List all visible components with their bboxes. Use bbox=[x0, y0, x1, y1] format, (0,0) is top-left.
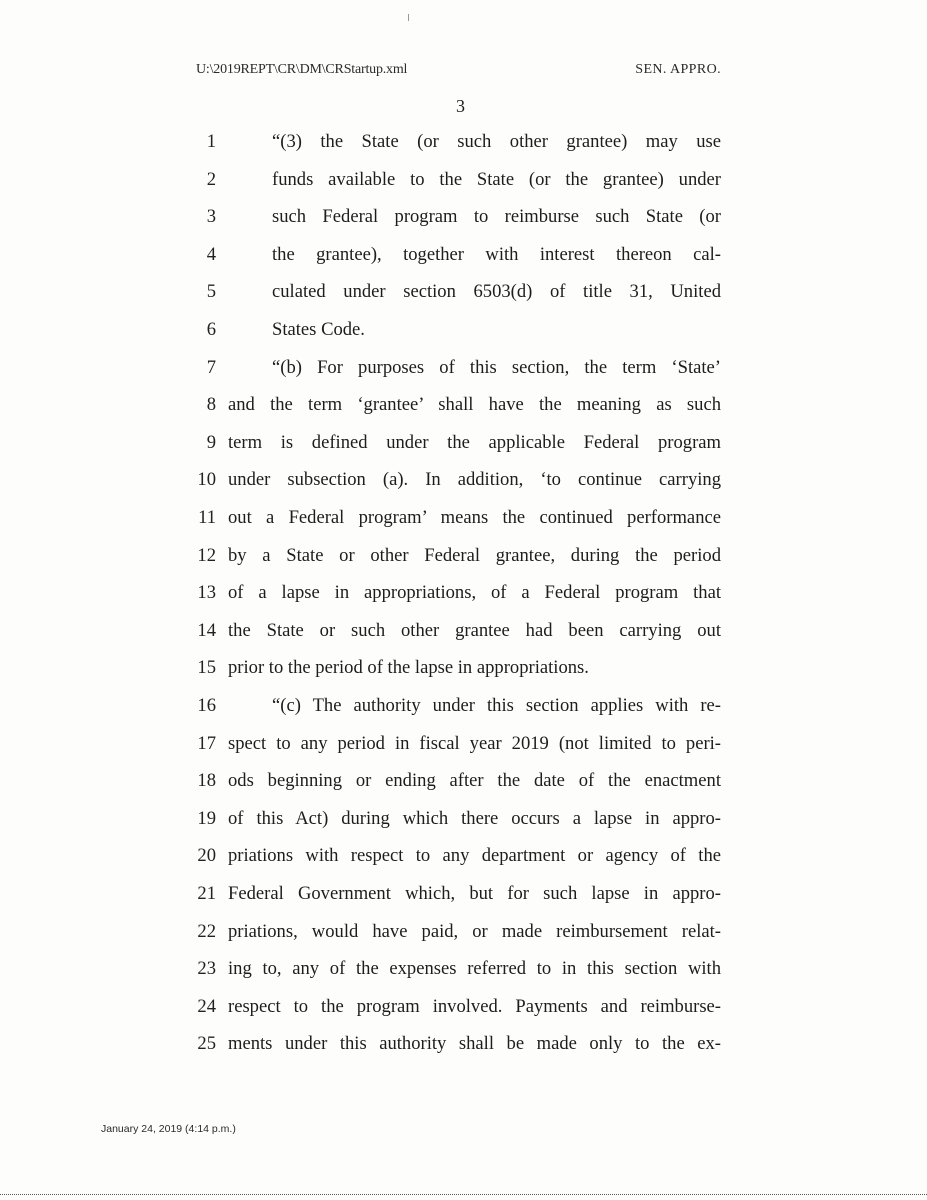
line-text: the grantee), together with interest thereon cal- bbox=[272, 243, 721, 265]
line-text: the State or such other grantee had been carrying out bbox=[228, 619, 721, 641]
line-number: 25 bbox=[197, 1033, 216, 1055]
bill-line bbox=[0, 762, 927, 800]
line-number: 12 bbox=[197, 544, 216, 566]
line-number: 19 bbox=[197, 807, 216, 829]
line-number: 20 bbox=[197, 845, 216, 867]
line-text: under subsection (a). In addition, ‘to continue carrying bbox=[228, 469, 721, 491]
line-number: 11 bbox=[198, 507, 216, 528]
bill-line bbox=[0, 649, 927, 687]
bill-line bbox=[0, 950, 927, 988]
line-text: “(b) For purposes of this section, the term ‘State’ bbox=[272, 356, 721, 378]
bill-line bbox=[0, 1025, 927, 1063]
line-number: 8 bbox=[206, 394, 216, 416]
bill-line bbox=[0, 123, 927, 161]
bill-line bbox=[0, 273, 927, 311]
line-text: and the term ‘grantee’ shall have the meaning as such bbox=[228, 394, 721, 416]
bill-line bbox=[0, 988, 927, 1026]
line-text: “(3) the State (or such other grantee) may use bbox=[272, 131, 721, 152]
line-number: 10 bbox=[197, 469, 216, 491]
line-text: funds available to the State (or the grantee) under bbox=[272, 168, 721, 190]
line-number: 5 bbox=[206, 281, 216, 303]
bill-line bbox=[0, 574, 927, 612]
line-number: 3 bbox=[206, 206, 216, 228]
page-number bbox=[0, 96, 927, 117]
bill-line bbox=[0, 461, 927, 499]
bill-line bbox=[0, 612, 927, 650]
bill-line bbox=[0, 161, 927, 199]
line-number: 9 bbox=[206, 431, 216, 453]
line-text: by a State or other Federal grantee, during the period bbox=[228, 544, 721, 566]
bill-line bbox=[0, 349, 927, 387]
footer-timestamp: January 24, 2019 (4:14 p.m.) bbox=[101, 1123, 236, 1135]
line-text: culated under section 6503(d) of title 31, United bbox=[272, 281, 721, 303]
line-text: term is defined under the applicable Federal program bbox=[228, 431, 721, 453]
bill-line bbox=[0, 499, 927, 537]
bill-line bbox=[0, 837, 927, 875]
line-number: 15 bbox=[197, 657, 216, 679]
line-text: prior to the period of the lapse in appropriations. bbox=[228, 657, 589, 679]
page-number-text: 3 bbox=[456, 96, 465, 116]
line-number: 16 bbox=[197, 695, 216, 716]
file-path-header: U:\2019REPT\CR\DM\CRStartup.xml bbox=[196, 62, 408, 77]
committee-header: SEN. APPRO. bbox=[635, 62, 721, 77]
line-number: 18 bbox=[197, 770, 216, 792]
bill-line bbox=[0, 875, 927, 913]
bill-line bbox=[0, 687, 927, 725]
line-number: 17 bbox=[197, 732, 216, 754]
line-number: 22 bbox=[197, 920, 216, 942]
line-number: 1 bbox=[206, 131, 216, 152]
line-number: 7 bbox=[206, 356, 216, 378]
line-text: States Code. bbox=[272, 319, 365, 340]
line-number: 21 bbox=[197, 883, 216, 904]
line-text: ing to, any of the expenses referred to in this section with bbox=[228, 958, 721, 980]
bill-line bbox=[0, 800, 927, 838]
line-number: 23 bbox=[197, 958, 216, 980]
line-text: priations, would have paid, or made reimbursement relat- bbox=[228, 920, 721, 942]
line-number: 24 bbox=[197, 995, 216, 1017]
line-text: ods beginning or ending after the date of the enactment bbox=[228, 770, 721, 792]
bill-line bbox=[0, 198, 927, 236]
line-text: priations with respect to any department or agency of the bbox=[228, 845, 721, 867]
bill-line bbox=[0, 537, 927, 575]
line-text: respect to the program involved. Payments and reimburse- bbox=[228, 995, 721, 1017]
page-bottom-rule bbox=[0, 1194, 927, 1195]
bill-line bbox=[0, 311, 927, 349]
line-text: of a lapse in appropriations, of a Federal program that bbox=[228, 582, 721, 604]
scan-mark bbox=[408, 14, 409, 21]
line-text: ments under this authority shall be made only to the ex- bbox=[228, 1033, 721, 1055]
bill-line bbox=[0, 913, 927, 951]
line-text: spect to any period in fiscal year 2019 (not limited to peri- bbox=[228, 732, 721, 754]
line-text: Federal Government which, but for such lapse in appro- bbox=[228, 883, 721, 904]
bill-line bbox=[0, 424, 927, 462]
line-number: 14 bbox=[197, 619, 216, 641]
bill-line bbox=[0, 386, 927, 424]
line-text: of this Act) during which there occurs a lapse in appro- bbox=[228, 807, 721, 829]
line-number: 6 bbox=[206, 319, 216, 340]
line-number: 13 bbox=[197, 582, 216, 604]
line-number: 2 bbox=[206, 168, 216, 190]
line-text: “(c) The authority under this section applies with re- bbox=[272, 695, 721, 716]
bill-line bbox=[0, 725, 927, 763]
bill-line bbox=[0, 236, 927, 274]
line-text: out a Federal program’ means the continued performance bbox=[228, 507, 721, 528]
line-number: 4 bbox=[206, 243, 216, 265]
line-text: such Federal program to reimburse such State (or bbox=[272, 206, 721, 228]
